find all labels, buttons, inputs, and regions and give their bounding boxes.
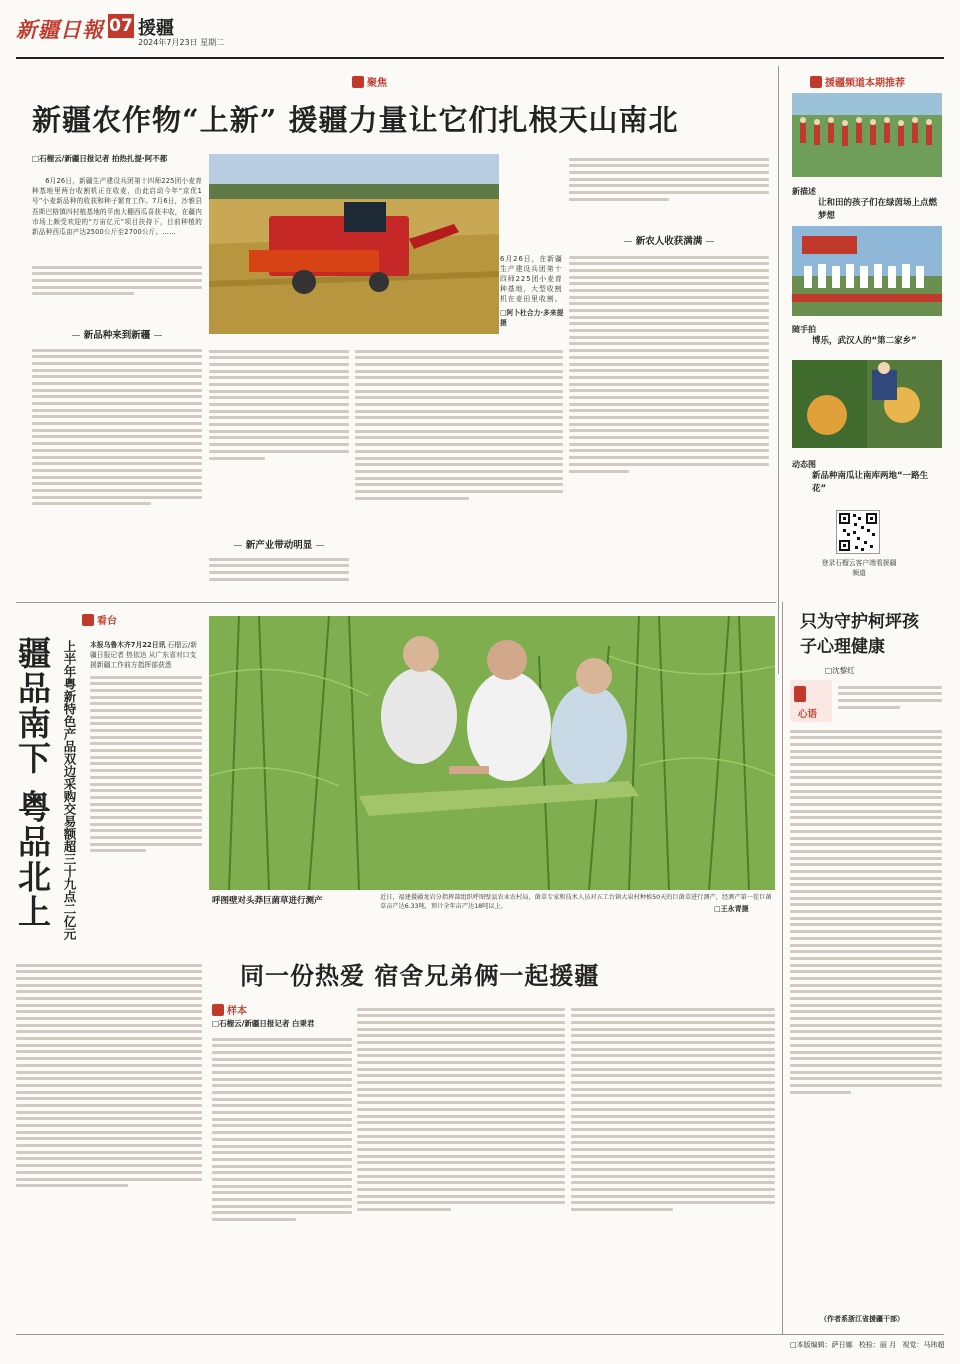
top-lead: 6月26日，新疆生产建设兵团第十四师225团小麦育种基地里两台收割机正在收麦，由此启动今年“京优1号”小麦新品种的收获和种子繁育工作。7月6日，沙雅县吾斯巴格镇四村植基地的平南大棚西瓜喜获丰收，在疆内市场上颇受欢迎的“万宙亿元”项目扶持下，目前种植的新品种西瓜亩产达2500公斤至2700公斤。……: [32, 177, 202, 237]
tag-sample: 样本: [212, 1002, 247, 1017]
sidebar-item-3-kicker: 动态图: [792, 460, 816, 469]
third-headline: 同一份热爱 宿舍兄弟俩一起援疆: [240, 961, 600, 990]
top-headline: 新疆农作物“上新” 援疆力量让它们扎根天山南北: [32, 103, 679, 137]
giant-juncao-grass-image: [209, 616, 775, 890]
vertical-headline: 疆品南下 粤品北上: [13, 636, 52, 930]
third-col3-text: [571, 1004, 775, 1330]
issue-date: 2024年7月23日 星期二: [138, 38, 225, 47]
third-byline: □石榴云/新疆日报记者 白秉君: [212, 1019, 315, 1028]
sidebar-tag: 援疆频道本期推荐: [810, 74, 905, 89]
masthead: [0, 0, 960, 60]
tag-square-icon: [212, 1004, 224, 1016]
subhead-new-industry: 新产业带动明显: [209, 537, 349, 551]
essay-tag-icon: [794, 686, 806, 702]
harvest-photo-caption: 6月26日，在新疆生产建设兵团第十四师225团小麦育种基地，大型收割机在麦田里收割。: [500, 255, 563, 303]
footer-credits: [790, 1340, 944, 1350]
footer-rule: [16, 1334, 944, 1335]
tag-square-icon: [352, 76, 364, 88]
essay-tag-box: [790, 680, 832, 722]
sidebar-photo-2: [792, 226, 942, 316]
second-dateline: 本报乌鲁木齐7月22日讯 石榴云/新疆日报记者 热依达 从广东省对口支援新疆工作前方指挥部获悉: [90, 641, 198, 670]
sidebar-photo-1: [792, 93, 942, 177]
top-story-bottom-rule: [16, 602, 776, 603]
sidebar-photo-3: [792, 360, 942, 448]
third-col2-text: [357, 1004, 565, 1330]
combine-harvester-image: [209, 154, 499, 334]
sidebar-item-1-text: 让和田的孩子们在绿茵场上点燃梦想: [818, 198, 938, 221]
qr-code[interactable]: [836, 510, 880, 554]
essay-divider: [782, 602, 783, 1334]
sidebar-item-1[interactable]: [792, 186, 942, 223]
essay-tag: 心语: [798, 709, 818, 720]
subhead-new-farmers: 新农人收获满满: [569, 233, 769, 247]
sidebar-item-3-text: 新品种南瓜让南库两地“一路生花”: [812, 471, 929, 494]
subhead-new-varieties: 新品种来到新疆: [32, 327, 202, 341]
top-col2-text-b: [209, 554, 349, 596]
essay-text-a: [838, 682, 942, 724]
wuhan-people-image: [792, 226, 942, 316]
footer-design: 视觉：马玮超: [902, 1341, 945, 1349]
second-col1-text: [90, 672, 202, 952]
top-byline: □石榴云/新疆日报记者 拍热扎提·阿不都: [32, 154, 168, 163]
tag-square-icon: [82, 614, 94, 626]
harvest-photo: [209, 154, 499, 334]
footer-editor: □本版编辑：萨日娜: [790, 1341, 853, 1349]
second-col2-text: [16, 960, 202, 1316]
top-col4-text-b: [569, 252, 769, 597]
essay-author-note: （作者系浙江省援疆干部）: [820, 1315, 904, 1323]
sidebar-divider: [778, 66, 779, 674]
section-name: 援疆: [138, 18, 174, 39]
footer-proof: 校检：丽 月: [858, 1341, 897, 1349]
paper-logo: 新疆日報: [16, 17, 104, 42]
second-byline: 石榴云/新疆日报记者 热依达 从广东省对口支援新疆工作前方指挥部获悉: [90, 641, 198, 670]
essay-headline: 只为守护柯坪孩子心理健康: [800, 612, 919, 657]
tag-showcase: 看台: [82, 612, 117, 627]
tag-focus: 聚焦: [352, 74, 387, 89]
grass-photo-note: 近日，福建援疆龙岩分指挥部组织呼图壁县农业农村局，菌草专家和技术人员对五工台镇大泉村种植50天的巨菌草进行测产，经测产第一茬巨菌草亩产达6.33吨，预计全年亩产达18吨以上。: [380, 894, 772, 910]
vertical-subhead: 上半年粤新特色产品双边采购交易额超三十九点二亿元: [62, 640, 77, 940]
sidebar-item-1-kicker: 新描述: [792, 187, 816, 196]
essay-byline: □沈黎红: [825, 666, 855, 675]
essay-text-b: [790, 726, 942, 1310]
sidebar-item-2-text: 博乐，武汉人的“第二家乡”: [812, 336, 917, 346]
grass-photo: [209, 616, 775, 890]
top-col3-text: [355, 346, 563, 596]
qr-caption: 登录石榴云客户端看援疆频道: [821, 559, 897, 577]
kids-football-image: [792, 93, 942, 177]
top-col1-text-b: [32, 345, 202, 595]
top-col2-text-a: [209, 346, 349, 531]
grass-photo-credit: □王永青摄: [714, 905, 749, 913]
page-number-badge: [108, 14, 134, 38]
masthead-rule: [16, 57, 944, 59]
qr-code-icon: [837, 511, 879, 553]
sidebar-item-2[interactable]: [792, 324, 942, 348]
grass-photo-title: 呼图壁对头莽巨菌草进行测产: [212, 896, 323, 906]
top-col1-text-a: [32, 262, 202, 322]
top-col4-text-a: [569, 154, 769, 229]
third-col1-text: [212, 1034, 352, 1330]
page-number: 07: [109, 16, 133, 36]
sidebar-item-3[interactable]: [792, 459, 942, 496]
tag-square-icon: [810, 76, 822, 88]
pumpkin-image: [792, 360, 942, 448]
harvest-photo-credit: □阿卜杜合力·多来提摄: [500, 309, 564, 327]
sidebar-item-2-kicker: 随手拍: [792, 325, 816, 334]
